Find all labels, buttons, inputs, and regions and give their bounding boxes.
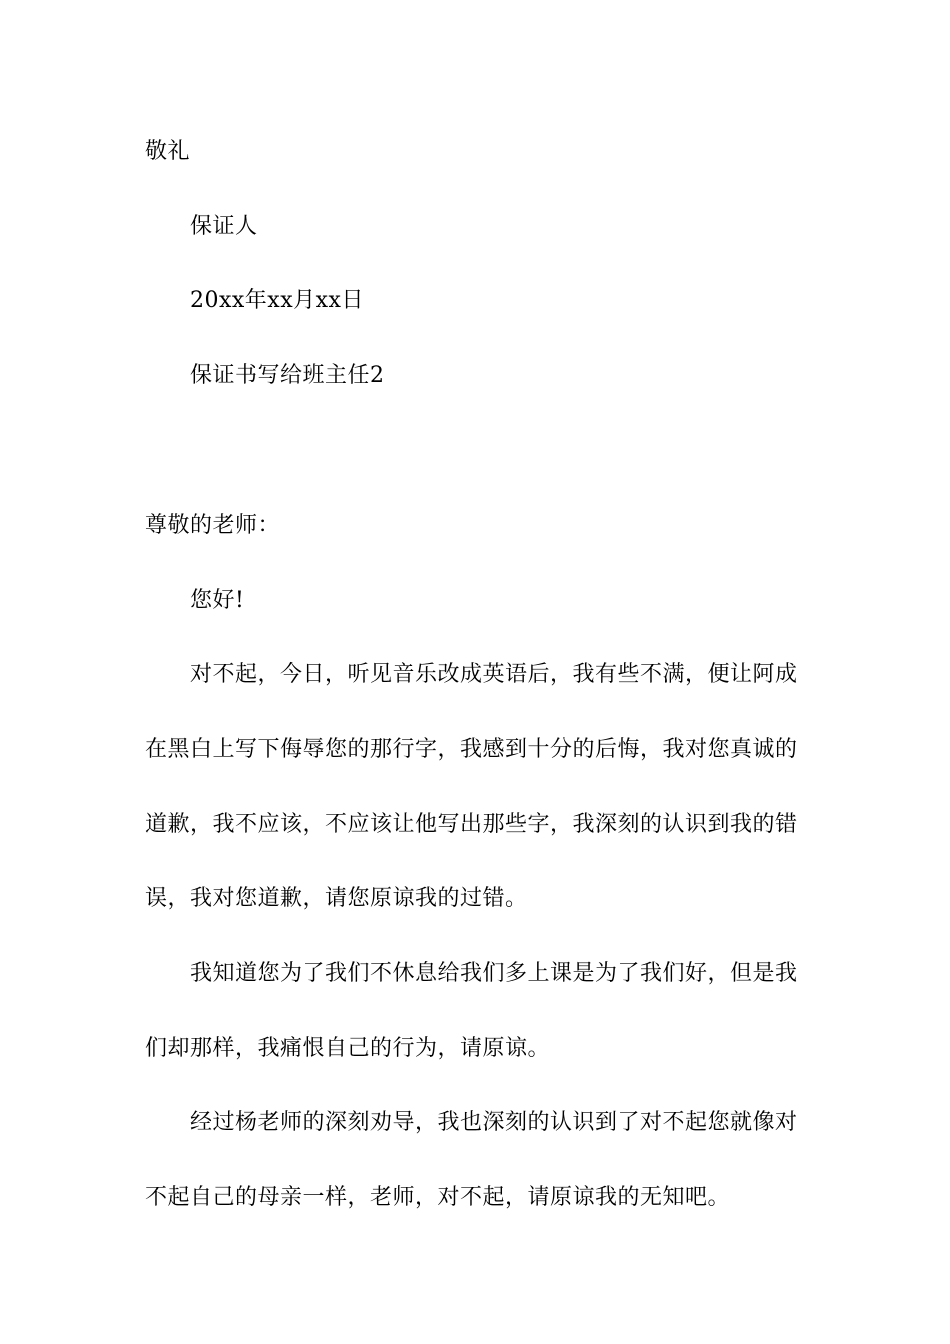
paragraph2-line: 我知道您为了我们不休息给我们多上课是为了我们好，但是我 [190,961,798,986]
date-text: 20xx年xx月xx日 [190,288,364,313]
paragraph2-line: 们却那样，我痛恨自己的行为，请原谅。 [145,1036,551,1061]
paragraph1-line: 在黑白上写下侮辱您的那行字，我感到十分的后悔，我对您真诚的 [145,737,798,762]
paragraph3-line: 经过杨老师的深刻劝导，我也深刻的认识到了对不起您就像对 [190,1110,798,1135]
salutation: 尊敬的老师： [145,513,281,538]
guarantor-label: 保证人 [190,214,258,239]
paragraph1-line: 对不起，今日，听见音乐改成英语后，我有些不满，便让阿成 [190,662,798,687]
paragraph3-line: 不起自己的母亲一样，老师，对不起，请原谅我的无知吧。 [145,1185,731,1210]
greeting: 您好! [190,588,245,613]
closing-text: 敬礼 [145,139,191,164]
paragraph1-line: 误，我对您道歉，请您原谅我的过错。 [145,886,528,911]
paragraph1-line: 道歉，我不应该，不应该让他写出那些字，我深刻的认识到我的错 [145,812,798,837]
section-title: 保证书写给班主任2 [190,363,385,388]
